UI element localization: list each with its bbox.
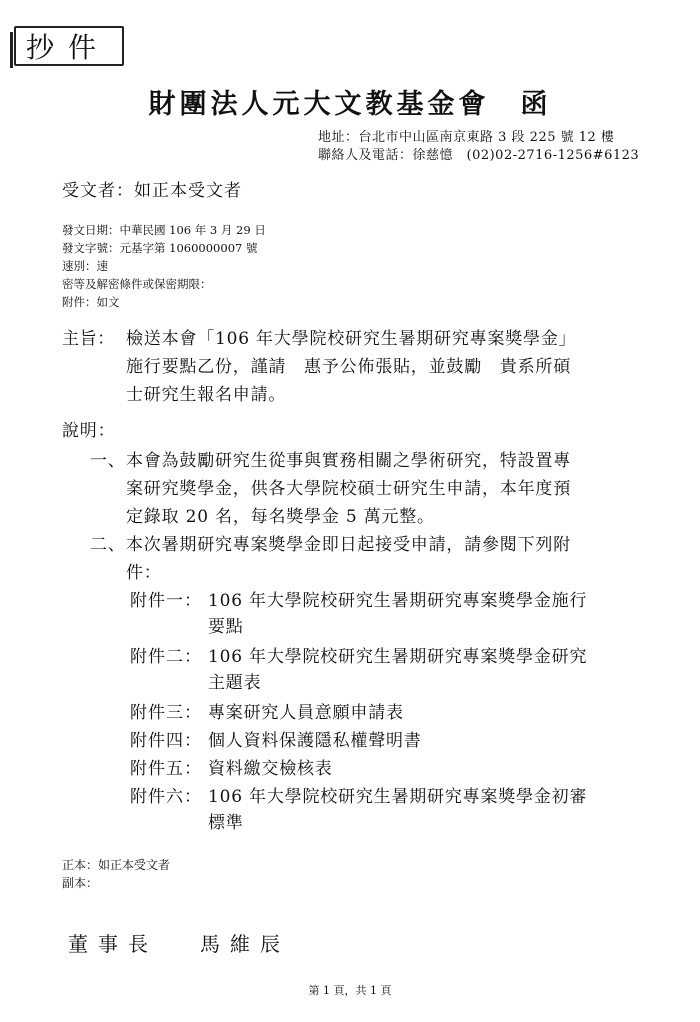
document-number: 發文字號：元基字第 1060000007 號 [62,241,258,255]
copy-recipients: 副本： [62,876,99,890]
attachment-line: 106 年大學院校研究生暑期研究專案獎學金初審 [208,787,588,807]
attachment-line: 要點 [208,617,244,637]
explanation-label: 說明： [62,421,116,441]
page-number: 第 1 頁，共 1 頁 [308,984,392,997]
subject-label: 主旨： [62,329,115,349]
attachment-label: 附件五： [130,759,202,779]
recipient: 受文者：如正本受文者 [62,181,242,201]
attachment-line: 資料繳交檢核表 [208,759,333,779]
issue-date: 發文日期：中華民國 106 年 3 月 29 日 [62,223,266,237]
attachment-label: 附件三： [130,703,202,723]
attachment-note: 附件：如文 [62,295,120,309]
item-number: 二、 [90,535,126,555]
copy-stamp: 抄件 [14,26,124,66]
address: 地址：台北市中山區南京東路 3 段 225 號 12 樓 [318,130,615,145]
attachment-line: 個人資料保護隱私權聲明書 [208,731,422,751]
item-number: 一、 [90,451,126,471]
signer-title: 董事長 [68,932,158,956]
item-line: 案研究獎學金，供各大學院校碩士研究生申請，本年度預 [126,479,571,499]
item-line: 定錄取 20 名，每名獎學金 5 萬元整。 [126,507,435,527]
item-line: 本次暑期研究專案獎學金即日起接受申請，請參閱下列附 [126,535,571,555]
document-title: 財團法人元大文教基金會 函 [148,89,552,120]
attachment-label: 附件二： [130,647,202,667]
item-line: 本會為鼓勵研究生從事與實務相關之學術研究，特設置專 [126,451,571,471]
subject-line: 士研究生報名申請。 [126,385,287,405]
attachment-label: 附件六： [130,787,202,807]
attachment-line: 標準 [208,813,244,833]
item-line: 件： [126,563,162,583]
contact-person-phone: 聯絡人及電話：徐慈憶 (02)02-2716-1256#6123 [318,148,640,163]
subject-line: 施行要點乙份，謹請 惠予公佈張貼，並鼓勵 貴系所碩 [126,357,571,377]
attachment-line: 106 年大學院校研究生暑期研究專案獎學金研究 [208,647,588,667]
signer-name: 馬維辰 [200,932,290,956]
attachment-line: 106 年大學院校研究生暑期研究專案獎學金施行 [208,591,588,611]
attachment-line: 主題表 [208,673,262,693]
subject-line: 檢送本會「106 年大學院校研究生暑期研究專案獎學金」 [126,329,577,349]
secrecy: 密等及解密條件或保密期限： [62,277,212,291]
original-recipients: 正本：如正本受文者 [62,858,171,872]
speed: 速別：速 [62,259,108,273]
attachment-label: 附件四： [130,731,202,751]
attachment-line: 專案研究人員意願申請表 [208,703,404,723]
attachment-label: 附件一： [130,591,202,611]
